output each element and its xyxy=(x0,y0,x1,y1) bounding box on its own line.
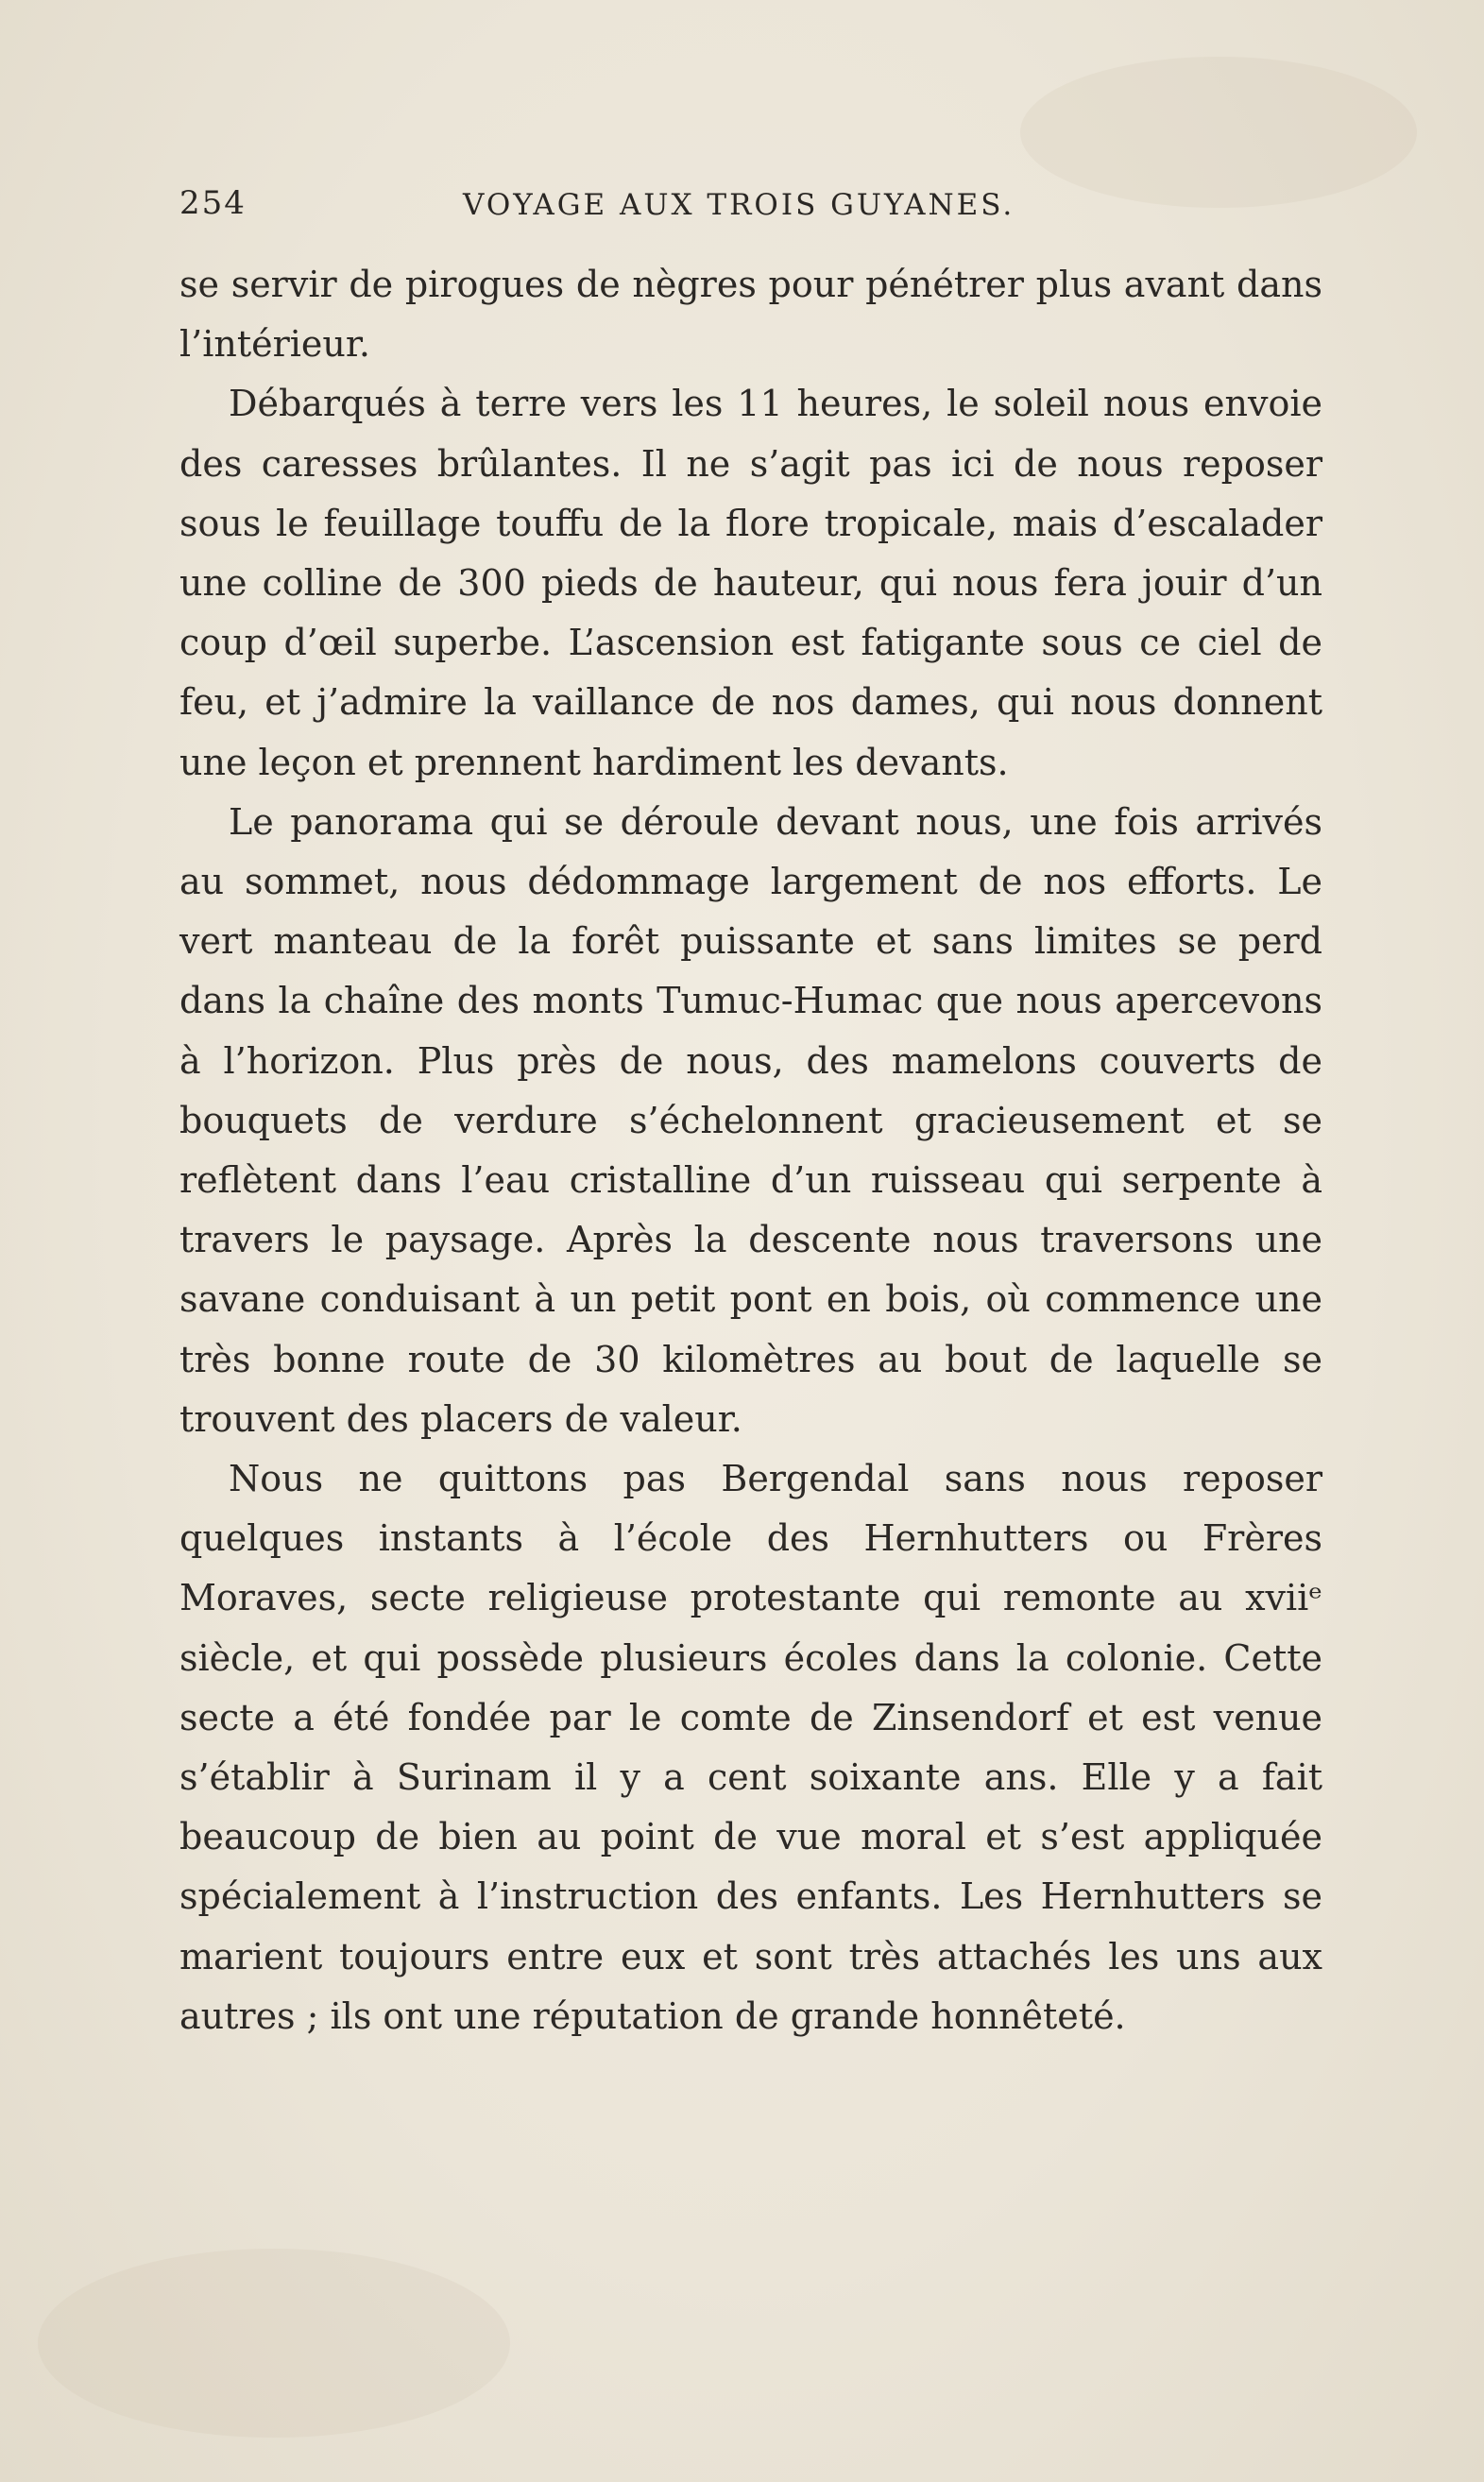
running-header xyxy=(179,184,1322,241)
page-number: 254 xyxy=(179,184,247,222)
body-text xyxy=(179,255,1322,2046)
paper-stain xyxy=(38,2249,510,2438)
paragraph-arrival: Débarqués à terre vers les 11 heures, le soleil nous envoie des caresses brûlantes. Il ne s’agit pas ici de nous reposer sous le feuillage touffu de la flore tropicale, mais d’escalader une colline de 300 pieds de hauteur, qui nous fera jouir d’un coup d’œil superbe. L’ascension est fatigante sous ce ciel de feu, et j’admire la vaillance de nos dames, qui nous donnent une leçon et prennent hardiment les devants. xyxy=(179,383,1322,783)
paragraph-continuation: se servir de pirogues de nègres pour pénétrer plus avant dans l’intérieur. xyxy=(179,264,1322,366)
paragraph-hernhutters: Nous ne quittons pas Bergendal sans nous reposer quelques instants à l’école des Hernhutters ou Frères Moraves, secte religieuse protestante qui remonte au xviiᵉ siècle, et qui possède plusieurs écoles dans la colonie. Cette secte a été fondée par le comte de Zinsendorf et est venue s’établir à Surinam il y a cent soixante ans. Elle y a fait beaucoup de bien au point de vue moral et s’est appliquée spécialement à l’instruction des enfants. Les Hernhutters se marient toujours entre eux et sont très attachés les uns aux autres ; ils ont une réputation de grande honnêteté. xyxy=(179,1458,1322,2037)
paragraph-panorama: Le panorama qui se déroule devant nous, une fois arrivés au sommet, nous dédommage largement de nos efforts. Le vert manteau de la forêt puissante et sans limites se perd dans la chaîne des monts Tumuc-Humac que nous apercevons à l’horizon. Plus près de nous, des mamelons couverts de bouquets de verdure s’échelonnent gracieusement et se reflètent dans l’eau cristalline d’un ruisseau qui serpente à travers le paysage. Après la descente nous traversons une savane conduisant à un petit pont en bois, où commence une très bonne route de 30 kilomètres au bout de laquelle se trouvent des placers de valeur. xyxy=(179,800,1322,1440)
running-title: VOYAGE AUX TROIS GUYANES. xyxy=(463,188,1015,222)
